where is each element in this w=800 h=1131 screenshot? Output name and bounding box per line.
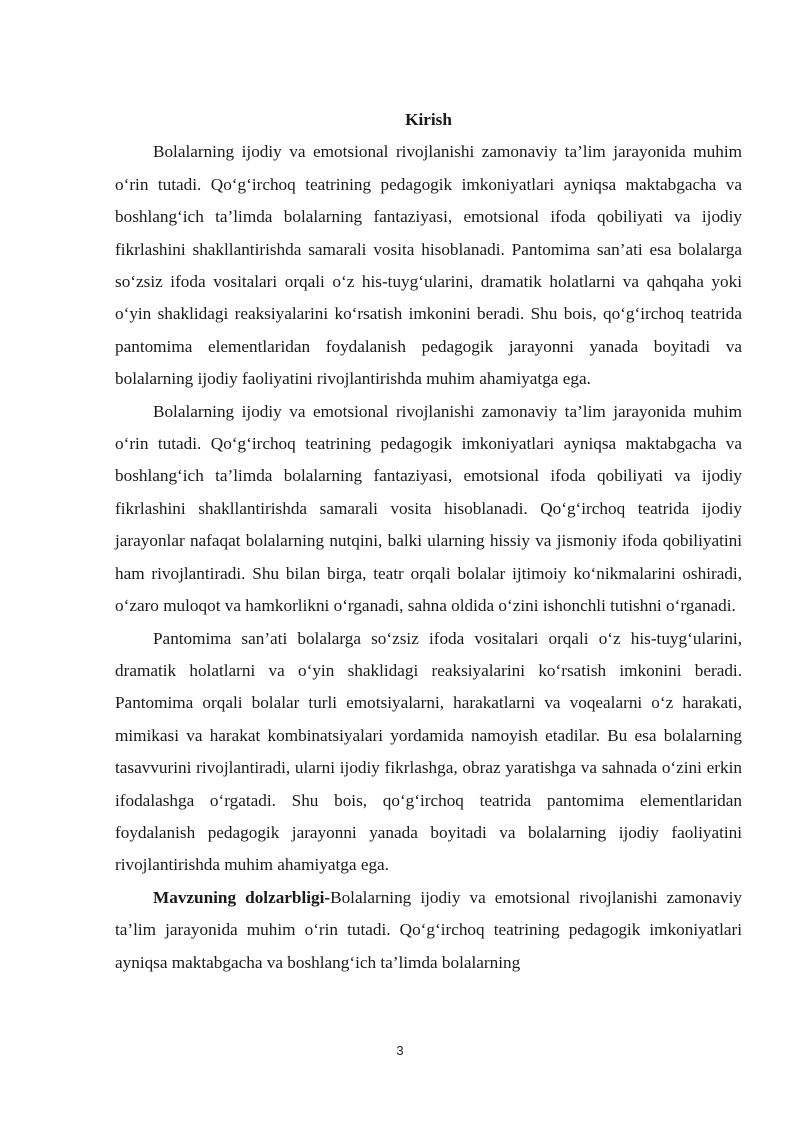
relevance-text: Bolalarning ijodiy va emotsional rivojlanishi zamonaviy ta’lim jarayonida muhim o‘rin tutadi. Qo‘g‘irchoq teatrining pedagogik imkoniyatlari ayniqsa maktabgacha va boshlang‘ich ta’limda bolalarning <box>115 887 742 972</box>
paragraph-3: Pantomima san’ati bolalarga so‘zsiz ifoda vositalari orqali o‘z his-tuyg‘ularini, dramatik holatlarni va o‘yin shaklidagi reaksiyalarini ko‘rsatish imkonini beradi. Pantomima orqali bolalar turli emotsiyalarni, harakatlarni va voqealarni o‘z harakati, mimikasi va harakat kombinatsiyalari yordamida namoyish etadilar. Bu esa bolalarning tasavvurini rivojlantiradi, ularni ijodiy fikrlashga, obraz yaratishga va sahnada o‘zini erkin ifodalashga o‘rgatadi. Shu bois, qo‘g‘irchoq teatrida pantomima elementlaridan foydalanish pedagogik jarayonni yanada boyitadi va bolalarning ijodiy faoliyatini rivojlantirishda muhim ahamiyatga ega. <box>115 628 742 875</box>
paragraph-1: Bolalarning ijodiy va emotsional rivojlanishi zamonaviy ta’lim jarayonida muhim o‘rin tutadi. Qo‘g‘irchoq teatrining pedagogik imkoniyatlari ayniqsa maktabgacha va boshlang‘ich ta’limda bolalarning fantaziyasi, emotsional ifoda qobiliyati va ijodiy fikrlashini shakllantirishda samarali vosita hisoblanadi. Pantomima san’ati esa bolalarga so‘zsiz ifoda vositalari orqali o‘z his-tuyg‘ularini, dramatik holatlarni va qahqaha yoki o‘yin shaklidagi reaksiyalarini ko‘rsatish imkonini beradi. Shu bois, qo‘g‘irchoq teatrida pantomima elementlaridan foydalanish pedagogik jarayonni yanada boyitadi va bolalarning ijodiy faoliyatini rivojlantirishda muhim ahamiyatga ega. <box>115 142 742 389</box>
page-number: 3 <box>396 1043 404 1058</box>
paragraph-2: Bolalarning ijodiy va emotsional rivojlanishi zamonaviy ta’lim jarayonida muhim o‘rin tutadi. Qo‘g‘irchoq teatrining pedagogik imkoniyatlari ayniqsa maktabgacha va boshlang‘ich ta’limda bolalarning fantaziyasi, emotsional ifoda qobiliyati va ijodiy fikrlashini shakllantirishda samarali vosita hisoblanadi. Qo‘g‘irchoq teatrida ijodiy jarayonlar nafaqat bolalarning nutqini, balki ularning hissiy va jismoniy ifoda qobiliyatini ham rivojlantiradi. Shu bilan birga, teatr orqali bolalar ijtimoiy ko‘nikmalarini oshiradi, o‘zaro muloqot va hamkorlikni o‘rganadi, sahna oldida o‘zini ishonchli tutishni o‘rganadi. <box>115 401 742 616</box>
document-body <box>115 104 742 979</box>
section-title: Kirish <box>405 110 452 129</box>
relevance-label: Mavzuning dolzarbligi- <box>153 887 331 907</box>
paragraph-relevance <box>115 882 742 979</box>
